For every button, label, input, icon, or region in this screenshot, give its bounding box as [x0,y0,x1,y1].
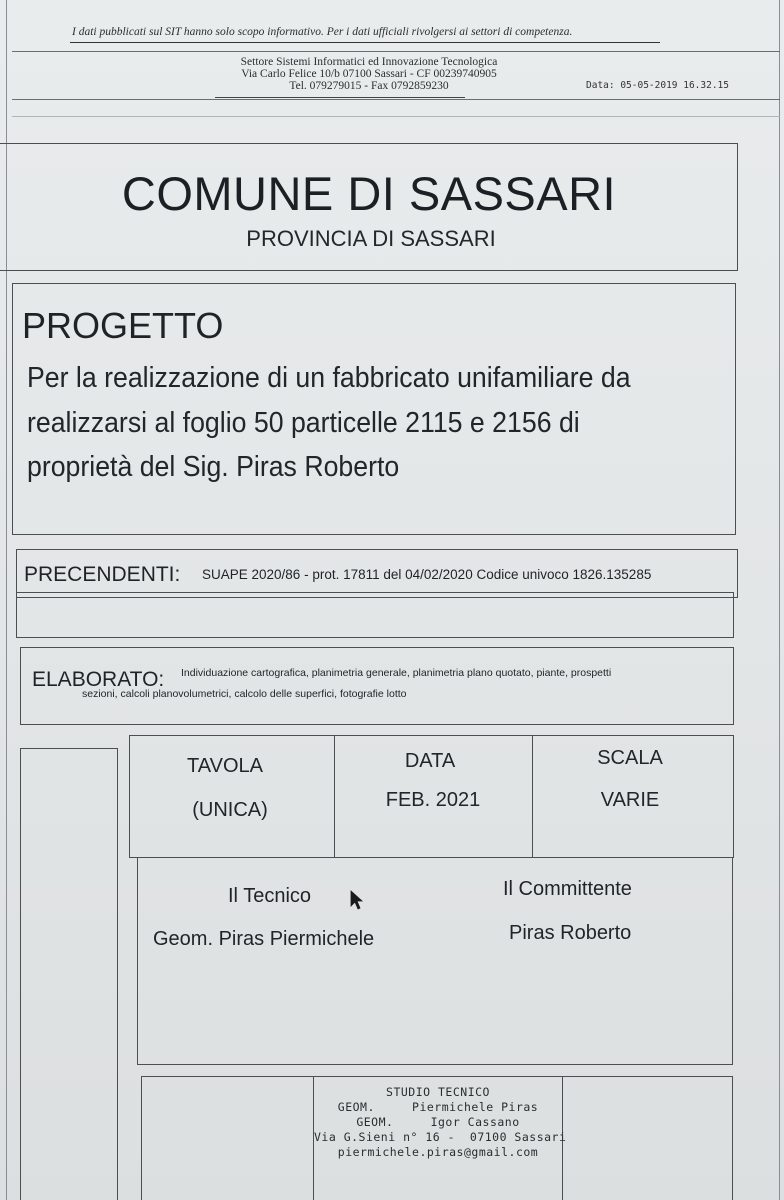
header-divider-faint [12,116,780,117]
elaborato-line-1: Individuazione cartografica, planimetria generale, planimetria plano quotato, piante, prospetti [181,667,612,679]
provincia-subtitle: PROVINCIA DI SASSARI [246,226,496,251]
header-divider-bottom [12,99,780,100]
sector-line-2: Via Carlo Felice 10/b 07100 Sassari - CF 00239740905 [241,68,497,80]
studio-tecnico-stamp [314,1085,567,1160]
mouse-cursor-icon [350,890,364,910]
tavola-value: (UNICA) [192,799,268,821]
date-stamp: Data: 05-05-2019 16.32.15 [586,80,729,91]
committente-name: Piras Roberto [509,922,632,944]
precedenti-label: PRECENDENTI: [24,563,181,586]
scala-header: SCALA [597,747,663,769]
sector-info [150,56,588,92]
progetto-desc-line-1: Per la realizzazione di un fabbricato unifamiliare da [27,362,631,394]
sector-line-1: Settore Sistemi Informatici ed Innovazione Tecnologica [240,56,498,68]
progetto-description [27,356,708,490]
sector-underline [215,97,465,98]
studio-line-3: GEOM. Igor Cassano [356,1115,520,1129]
data-value: FEB. 2021 [385,789,481,811]
scala-value: VARIE [600,789,660,811]
tecnico-label: Il Tecnico [228,885,312,907]
elaborato-line-2: sezioni, calcoli planovolumetrici, calcolo delle superfici, fotografie lotto [82,688,407,700]
studio-line-2: GEOM. Piermichele Piras [337,1100,539,1114]
tavola-divider-2 [532,736,533,857]
elaborato-label: ELABORATO: [32,668,165,691]
tecnico-name: Geom. Piras Piermichele [153,928,375,950]
progetto-desc-line-3: proprietà del Sig. Piras Roberto [27,451,400,483]
progetto-desc-line-2: realizzarsi al foglio 50 particelle 2115 e 2156 di [27,406,580,439]
progetto-label: PROGETTO [22,305,224,346]
firme-box [137,857,733,1065]
disclaimer-text: I dati pubblicati sul SIT hanno solo scopo informativo. Per i dati ufficiali rivolgersi ai settori di competenza. [72,26,573,38]
left-column-box [20,748,118,1200]
tavola-divider-1 [334,736,335,857]
committente-label: Il Committente [503,878,632,900]
studio-line-1: STUDIO TECNICO [386,1085,490,1099]
data-header: DATA [404,750,456,772]
studio-line-5: piermichele.piras@gmail.com [337,1145,539,1159]
comune-title: COMUNE DI SASSARI [121,167,617,220]
page-border-right [779,0,780,1200]
sector-line-3: Tel. 079279015 - Fax 0792859230 [289,80,449,92]
disclaimer-underline [70,42,660,43]
header-divider-top [12,51,780,52]
tavola-header: TAVOLA [187,755,263,777]
precedenti-value: SUAPE 2020/86 - prot. 17811 del 04/02/2020 Codice univoco 1826.135285 [202,567,652,582]
blank-box [16,592,734,638]
studio-line-4: Via G.Sieni n° 16 - 07100 Sassari [314,1130,567,1144]
